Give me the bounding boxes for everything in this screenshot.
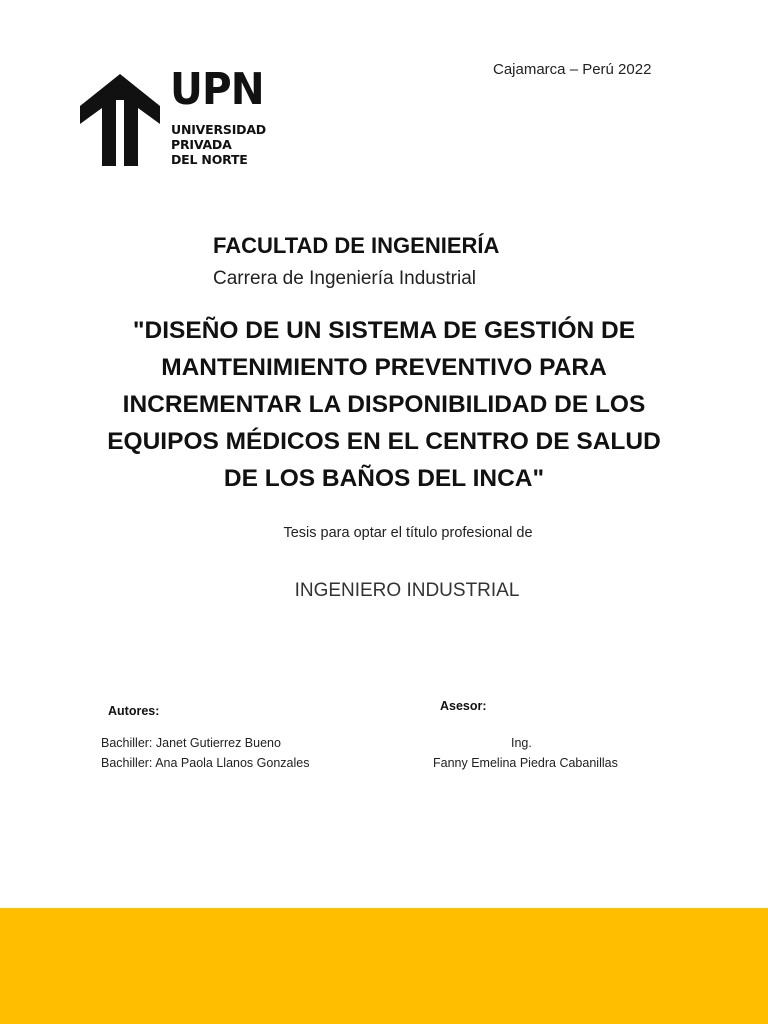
thesis-title-line: INCREMENTAR LA DISPONIBILIDAD DE LOS <box>122 391 646 418</box>
authors-label: Autores: <box>108 704 160 718</box>
footer-accent-band <box>0 908 768 1024</box>
advisor-label: Asesor: <box>440 699 487 713</box>
advisor-title: Ing. <box>511 736 532 750</box>
thesis-title-line: MANTENIMIENTO PREVENTIVO PARA <box>161 354 607 381</box>
upn-arrow-icon <box>80 72 160 168</box>
thesis-title-line: EQUIPOS MÉDICOS EN EL CENTRO DE SALUD <box>107 428 661 455</box>
logo-line-3: DEL NORTE <box>171 152 248 167</box>
thesis-title-line: "DISEÑO DE UN SISTEMA DE GESTIÓN DE <box>132 317 636 344</box>
thesis-title-line: DE LOS BAÑOS DEL INCA" <box>223 465 545 492</box>
thesis-title <box>60 312 708 497</box>
upn-logo <box>80 64 266 172</box>
faculty-heading: FACULTAD DE INGENIERÍA <box>213 233 500 258</box>
logo-acronym: UPN <box>170 64 264 115</box>
author-name: Bachiller: Janet Gutierrez Bueno <box>101 736 281 750</box>
thesis-purpose: Tesis para optar el título profesional de <box>283 525 533 541</box>
logo-line-1: UNIVERSIDAD <box>171 122 266 137</box>
career-subheading: Carrera de Ingeniería Industrial <box>213 268 476 289</box>
place-date: Cajamarca – Perú 2022 <box>493 61 652 78</box>
advisor-name: Fanny Emelina Piedra Cabanillas <box>433 756 618 770</box>
author-name: Bachiller: Ana Paola Llanos Gonzales <box>101 756 310 770</box>
logo-line-2: PRIVADA <box>171 137 232 152</box>
degree-title: INGENIERO INDUSTRIAL <box>294 580 520 601</box>
